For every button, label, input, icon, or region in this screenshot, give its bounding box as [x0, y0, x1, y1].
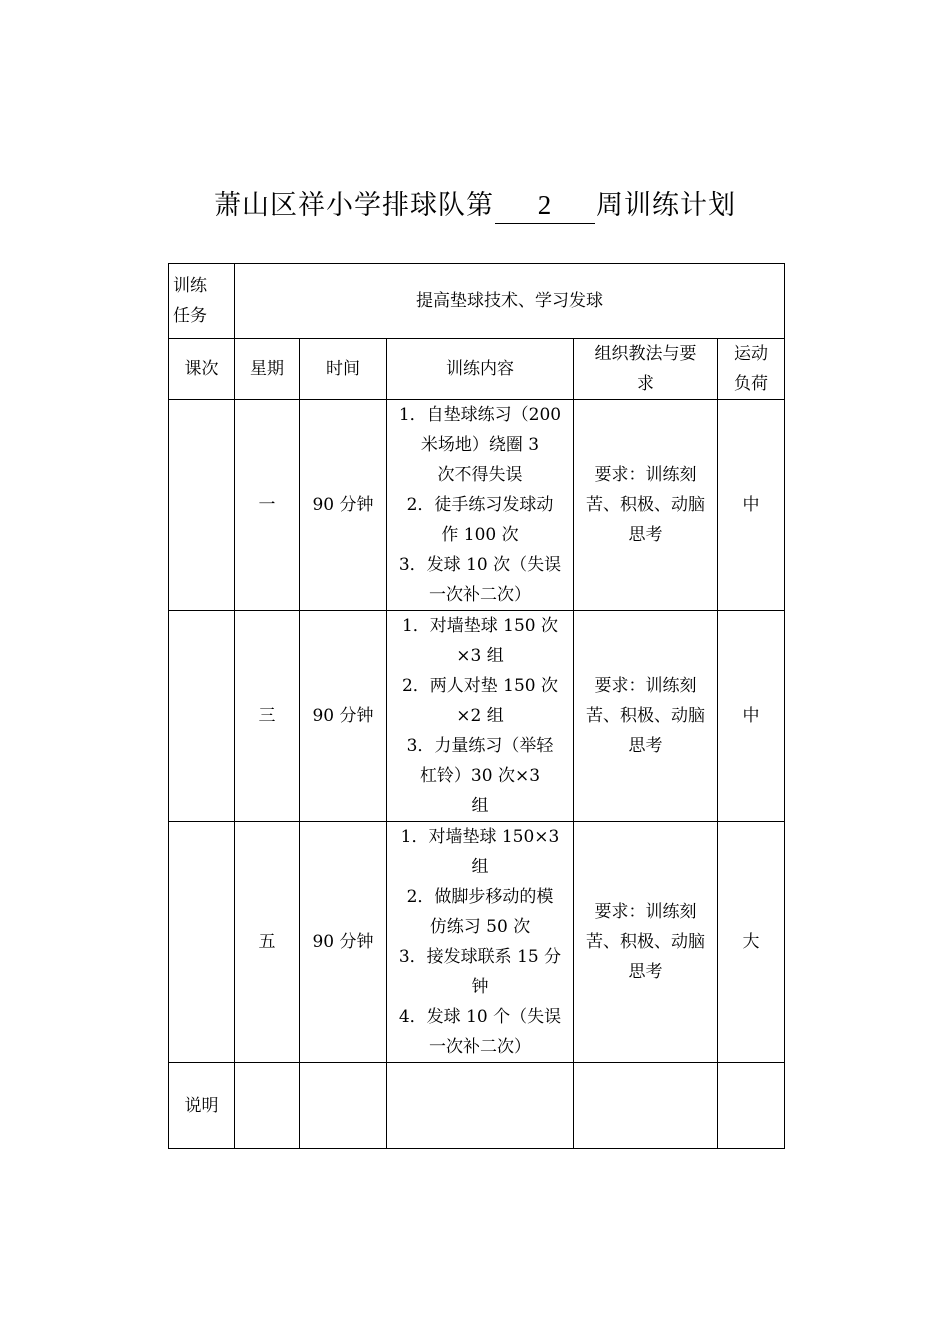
header-row: [169, 339, 785, 400]
content-line: 次不得失误: [437, 465, 523, 485]
content-line: 3．接发球联系 15 分: [398, 947, 562, 967]
header-load-line2: 负荷: [734, 374, 769, 394]
content-line: 1．对墙垫球 150×3: [400, 827, 560, 847]
content-line: 钟: [471, 977, 489, 997]
row-content: [387, 822, 574, 1063]
content-line: 3．发球 10 次（失误: [398, 555, 562, 575]
task-label-line2: 任务: [173, 306, 207, 326]
method-line: 要求：训练刻: [594, 676, 697, 696]
header-method-line2: 求: [637, 374, 654, 394]
method-line: 要求：训练刻: [594, 902, 697, 922]
table-row: [169, 611, 785, 822]
method-line: 思考: [628, 525, 663, 545]
notes-cell: [387, 1063, 574, 1149]
content-line: 4．发球 10 个（失误: [398, 1007, 562, 1027]
notes-cell: [300, 1063, 387, 1149]
header-method: [574, 339, 718, 400]
page-title: [0, 186, 950, 226]
method-line: 思考: [628, 962, 663, 982]
training-plan-table: [168, 263, 785, 1149]
table-row: [169, 400, 785, 611]
content-line: 杠铃）30 次×3: [419, 766, 541, 786]
row-time: 90 分钟: [300, 822, 387, 1063]
content-line: 一次补二次）: [429, 1037, 531, 1057]
content-line: 1．对墙垫球 150 次: [401, 616, 559, 636]
task-label: [169, 264, 235, 339]
content-line: 2．做脚步移动的模: [406, 887, 554, 907]
header-time: 时间: [300, 339, 387, 400]
row-lesson: [169, 822, 235, 1063]
notes-cell: [574, 1063, 718, 1149]
row-load: 中: [718, 611, 785, 822]
content-line: 一次补二次）: [429, 585, 531, 605]
row-method: [574, 611, 718, 822]
content-line: 1．自垫球练习（200: [398, 405, 562, 425]
task-content: 提高垫球技术、学习发球: [235, 264, 785, 339]
method-line: 苦、积极、动脑: [586, 932, 705, 952]
header-content: 训练内容: [387, 339, 574, 400]
content-line: 米场地）绕圈 3: [420, 435, 540, 455]
row-method: [574, 822, 718, 1063]
content-line: 仿练习 50 次: [429, 917, 531, 937]
row-time: 90 分钟: [300, 611, 387, 822]
method-line: 要求：训练刻: [594, 465, 697, 485]
content-line: 组: [471, 796, 489, 816]
header-lesson: 课次: [169, 339, 235, 400]
row-load: 大: [718, 822, 785, 1063]
content-line: 3．力量练习（举轻: [406, 736, 554, 756]
content-line: 2．徒手练习发球动: [406, 495, 554, 515]
row-lesson: [169, 400, 235, 611]
method-line: 苦、积极、动脑: [586, 706, 705, 726]
task-label-line1: 训练: [173, 276, 207, 296]
header-method-line1: 组织教法与要: [594, 344, 697, 364]
content-line: ×2 组: [456, 706, 504, 726]
row-weekday: 三: [235, 611, 300, 822]
row-weekday: 五: [235, 822, 300, 1063]
row-lesson: [169, 611, 235, 822]
task-row: [169, 264, 785, 339]
row-time: 90 分钟: [300, 400, 387, 611]
row-content: [387, 611, 574, 822]
title-suffix: 周训练计划: [596, 190, 736, 221]
method-line: 思考: [628, 736, 663, 756]
notes-row: [169, 1063, 785, 1149]
row-method: [574, 400, 718, 611]
header-weekday: 星期: [235, 339, 300, 400]
title-prefix: 萧山区祥小学排球队第: [214, 190, 494, 221]
row-content: [387, 400, 574, 611]
notes-label: 说明: [169, 1063, 235, 1149]
content-line: 作 100 次: [441, 525, 519, 545]
header-load-line1: 运动: [734, 344, 769, 364]
row-weekday: 一: [235, 400, 300, 611]
content-line: 2．两人对垫 150 次: [401, 676, 559, 696]
week-number: 2: [495, 187, 595, 224]
content-line: 组: [471, 857, 489, 877]
content-line: ×3 组: [456, 646, 504, 666]
table-row: [169, 822, 785, 1063]
method-line: 苦、积极、动脑: [586, 495, 705, 515]
row-load: 中: [718, 400, 785, 611]
header-load: [718, 339, 785, 400]
notes-cell: [235, 1063, 300, 1149]
notes-cell: [718, 1063, 785, 1149]
